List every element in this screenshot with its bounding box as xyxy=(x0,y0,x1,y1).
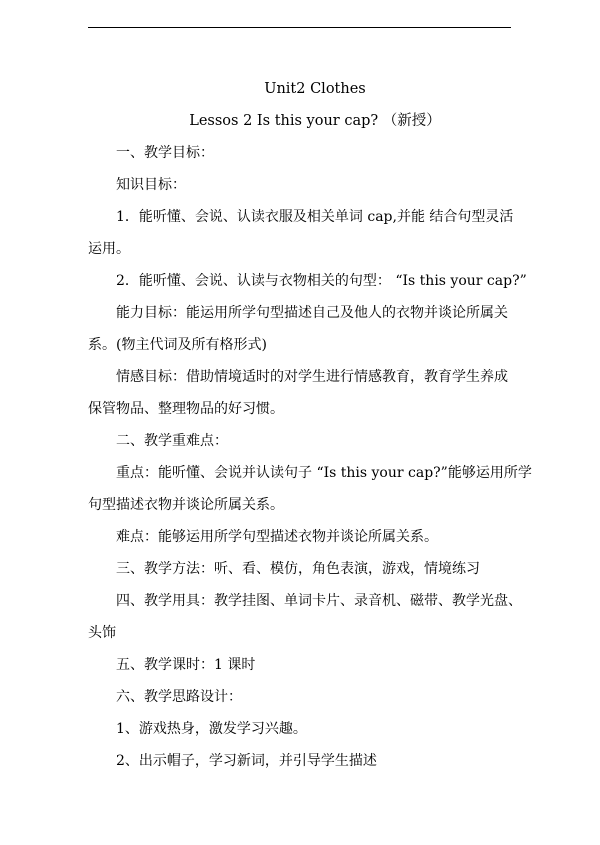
key-point-line-2: 句型描述衣物并谈论所属关系。 xyxy=(88,497,284,513)
lesson-title: Lessos 2 Is this your cap? （新授） xyxy=(189,113,441,129)
difficult-point: 难点：能够运用所学句型描述衣物并谈论所属关系。 xyxy=(116,529,438,545)
ability-goal-line-1: 能力目标：能运用所学句型描述自己及他人的衣物并谈论所属关 xyxy=(116,305,508,321)
section-teaching-aids-line-2: 头饰 xyxy=(88,625,116,641)
knowledge-goals-heading: 知识目标： xyxy=(116,177,186,193)
knowledge-goal-1-line-2: 运用。 xyxy=(88,241,130,257)
section-class-hours: 五、教学课时：1 课时 xyxy=(116,657,256,673)
unit-title: Unit2 Clothes xyxy=(264,81,366,97)
section-teaching-design: 六、教学思路设计： xyxy=(116,689,242,705)
ability-goal-line-2: 系。(物主代词及所有格形式) xyxy=(88,337,267,353)
knowledge-goal-2: 2．能听懂、会说、认读与衣物相关的句型： “Is this your cap?” xyxy=(116,273,527,289)
emotional-goal-line-2: 保管物品、整理物品的好习惯。 xyxy=(88,401,284,417)
emotional-goal-line-1: 情感目标：借助情境适时的对学生进行情感教育，教育学生养成 xyxy=(116,369,508,385)
section-key-difficult-points: 二、教学重难点： xyxy=(116,433,228,449)
section-teaching-aids-line-1: 四、教学用具：教学挂图、单词卡片、录音机、磁带、教学光盘、 xyxy=(116,593,522,609)
key-point-line-1: 重点：能听懂、会说并认读句子 “Is this your cap?”能够运用所学 xyxy=(116,465,532,481)
section-teaching-methods: 三、教学方法：听、看、模仿，角色表演，游戏，情境练习 xyxy=(116,561,480,577)
header-rule xyxy=(88,27,511,28)
design-step-2: 2、出示帽子，学习新词，并引导学生描述 xyxy=(116,753,377,769)
design-step-1: 1、游戏热身，激发学习兴趣。 xyxy=(116,721,307,737)
section-teaching-goals: 一、教学目标： xyxy=(116,145,214,161)
knowledge-goal-1-line-1: 1．能听懂、会说、认读衣服及相关单词 cap,并能 结合句型灵活 xyxy=(116,209,514,225)
